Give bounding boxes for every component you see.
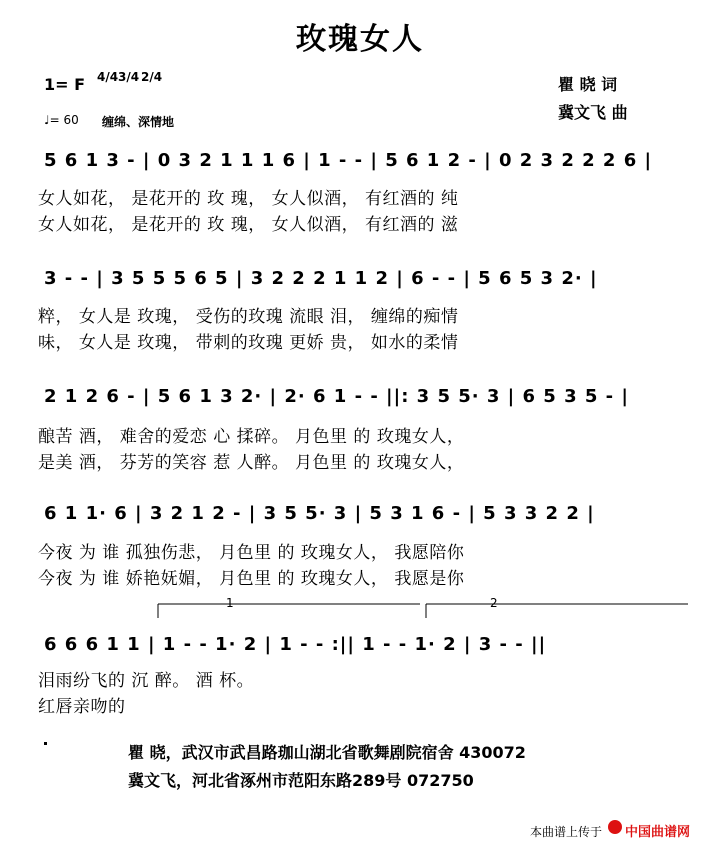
time-signature-2: 3/4 <box>118 70 140 84</box>
score-line-1-lyrics-verse-1: 女人如花， 是花开的 玫 瑰， 女人似酒， 有红酒的 纯 <box>38 189 459 209</box>
score-line-4-notes: 6 1 1· 6 | 3 2 1 2 - | 3 5 5· 3 | 5 3 1 6 - | 5 3 3 2 2 | <box>44 503 595 524</box>
tempo-marking: ♩= 60 <box>44 113 79 127</box>
page-title: 玫瑰女人 <box>296 22 424 57</box>
volta-1-label: 1 <box>226 596 234 610</box>
contact-line-composer: 冀文飞，河北省涿州市范阳东路289号 072750 <box>128 771 474 790</box>
lyricist-credit: 瞿 晓 词 <box>558 75 618 94</box>
score-line-2-notes: 3 - - | 3 5 5 5 6 5 | 3 2 2 2 1 1 2 | 6 - - | 5 6 5 3 2· | <box>44 268 598 289</box>
score-line-4-lyrics-verse-1: 今夜 为 谁 孤独伤悲， 月色里 的 玫瑰女人， 我愿陪你 <box>38 543 465 563</box>
contact-line-lyricist: 瞿 晓，武汉市武昌路珈山湖北省歌舞剧院宿舍 430072 <box>128 743 526 762</box>
score-line-3-lyrics-verse-1: 酿苦 酒， 难舍的爱恋 心 揉碎。 月色里 的 玫瑰女人， <box>38 427 465 447</box>
key-signature: 1= F <box>44 75 86 94</box>
separator-dot <box>44 742 47 745</box>
score-line-2-lyrics-verse-2: 味， 女人是 玫瑰， 带刺的玫瑰 更娇 贵， 如水的柔情 <box>38 333 459 353</box>
score-line-3-notes: 2 1 2 6 - | 5 6 1 3 2· | 2· 6 1 - - ||: 3 5 5· 3 | 6 5 3 5 - | <box>44 386 629 407</box>
score-line-3-lyrics-verse-2: 是美 酒， 芬芳的笑容 惹 人醉。 月色里 的 玫瑰女人， <box>38 453 465 473</box>
score-line-1-notes: 5 6 1 3 - | 0 3 2 1 1 1 6 | 1 - - | 5 6 1 2 - | 0 2 3 2 2 2 6 | <box>44 150 653 171</box>
score-line-5-lyrics-verse-2: 红唇亲吻的 <box>38 697 126 717</box>
music-note-logo-icon <box>608 820 622 834</box>
score-line-1-lyrics-verse-2: 女人如花， 是花开的 玫 瑰， 女人似酒， 有红酒的 滋 <box>38 215 459 235</box>
footer-logo[interactable]: 中国曲谱网 <box>625 825 691 840</box>
composer-credit: 冀文飞 曲 <box>558 103 628 122</box>
time-signature-1: 4/4 <box>97 70 119 84</box>
volta-2-label: 2 <box>490 596 498 610</box>
time-signature-3: 2/4 <box>141 70 163 84</box>
expression-marking: 缠绵、深情地 <box>102 115 175 129</box>
score-line-5-lyrics-verse-1: 泪雨纷飞的 沉 醉。 酒 杯。 <box>38 671 255 691</box>
footer-upload-text: 本曲谱上传于 <box>530 825 603 839</box>
score-line-2-lyrics-verse-1: 粹， 女人是 玫瑰， 受伤的玫瑰 流眼 泪， 缠绵的痴情 <box>38 307 459 327</box>
score-line-4-lyrics-verse-2: 今夜 为 谁 娇艳妩媚， 月色里 的 玫瑰女人， 我愿是你 <box>38 569 465 589</box>
score-line-5-notes: 6 6 6 1 1 | 1 - - 1· 2 | 1 - - :|| 1 - - 1· 2 | 3 - - || <box>44 634 547 655</box>
